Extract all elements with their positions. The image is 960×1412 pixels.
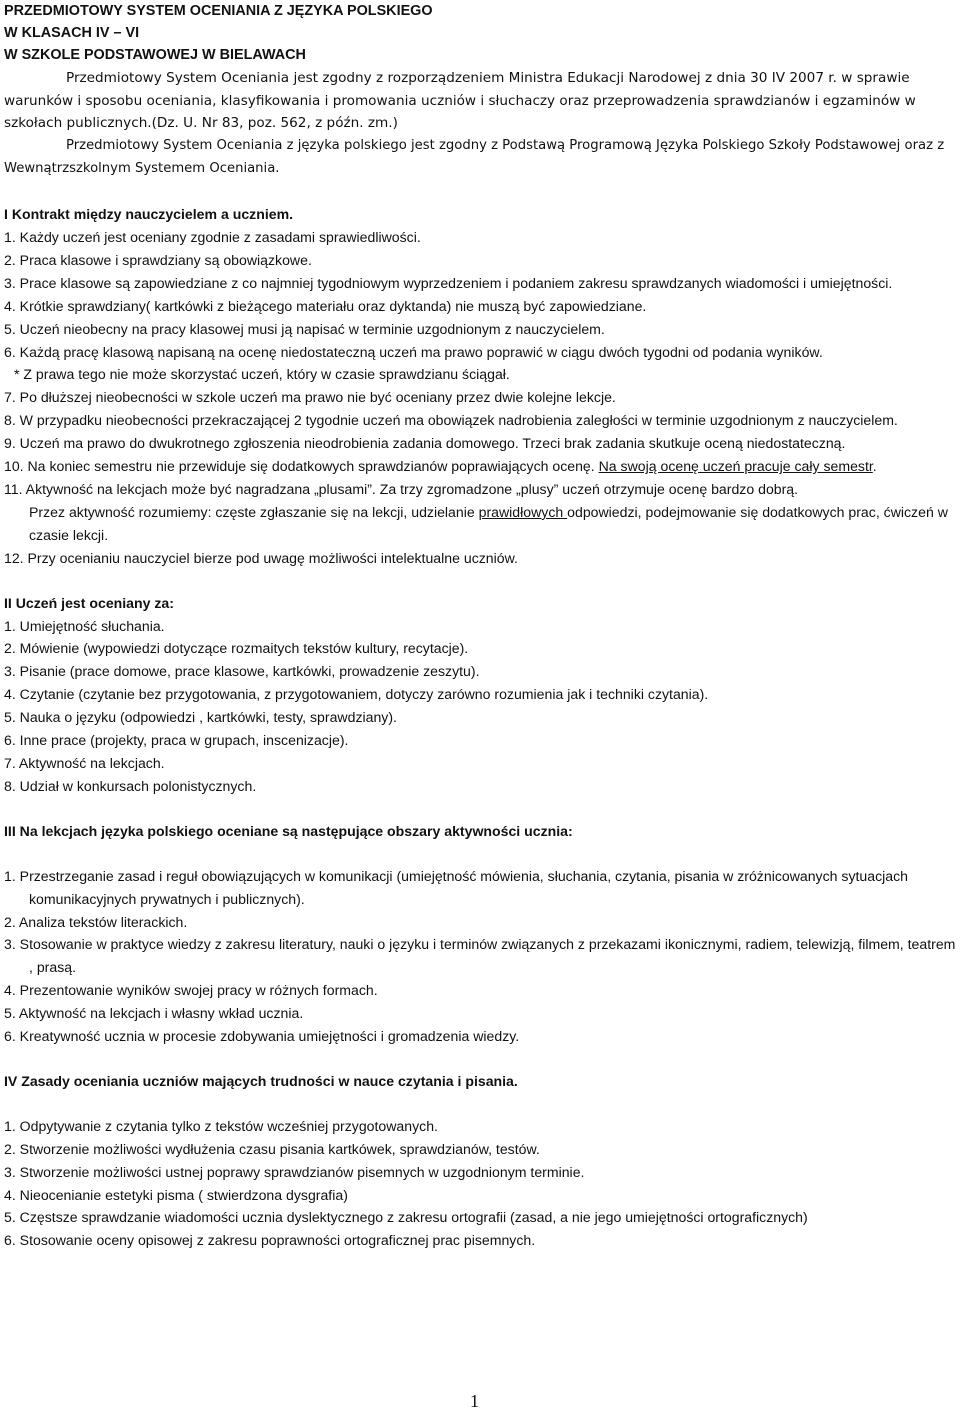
section-learning-difficulties <box>4 1070 956 1252</box>
section-contract <box>4 203 956 570</box>
list-item: 12. Przy ocenianiu nauczyciel bierze pod uwagę możliwości intelektualne uczniów. <box>4 549 518 566</box>
list-item: 6. Stosowanie oceny opisowej z zakresu poprawności ortograficznej prac pisemnych. <box>4 1232 536 1249</box>
document-title-line-1: PRZEDMIOTOWY SYSTEM OCENIANIA Z JĘZYKA POLSKIEGO <box>4 3 433 19</box>
list-item: 5. Nauka o języku (odpowiedzi , kartkówki, testy, sprawdziany). <box>4 709 397 726</box>
list-item: 4. Nieocenianie estetyki pisma ( stwierdzona dysgrafia) <box>4 1186 348 1203</box>
underlined-text: Na swoją ocenę uczeń pracuje cały semestr <box>598 458 873 475</box>
list-item: 8. W przypadku nieobecności przekraczającej 2 tygodnie uczeń ma obowiązek nadrobienia zaległości w terminie uzgodnionym z nauczycielem. <box>4 412 898 429</box>
section-activity-areas <box>4 820 956 1048</box>
document-title-line-3: W SZKOLE PODSTAWOWEJ W BIELAWACH <box>4 47 306 64</box>
list-item-10 <box>4 455 956 478</box>
list-item: 2. Stworzenie możliwości wydłużenia czasu pisania kartkówek, sprawdzianów, testów. <box>4 1140 540 1157</box>
section-title-contract: I Kontrakt między nauczycielem a uczniem. <box>4 206 294 223</box>
underlined-text: prawidłowych <box>478 503 568 520</box>
footnote-item: * Z prawa tego nie może skorzystać uczeń, który w czasie sprawdzianu ściągał. <box>14 366 510 383</box>
list-item: 6. Kreatywność ucznia w procesie zdobywania umiejętności i gromadzenia wiedzy. <box>4 1028 520 1045</box>
page-number: 1 <box>470 1391 479 1411</box>
list-item: 3. Pisanie (prace domowe, prace klasowe, kartkówki, prowadzenie zeszytu). <box>4 663 480 680</box>
intro-paragraph-regulation: Przedmiotowy System Oceniania jest zgodny z rozporządzeniem Ministra Edukacji Narodowej z dnia 30 IV 2007 r. w sprawie warunków i sposobu oceniania, klasyfikowania i promowania uczniów i słuchaczy oraz przeprowadzenia sprawdzianów i egzaminów w szkołach publicznych.(Dz. U. Nr 83, poz. 562, z późn. zm.) <box>4 69 916 132</box>
list-item: 1. Przestrzeganie zasad i reguł obowiązujących w komunikacji (umiejętność mówienia, słuchania, czytania, pisania w zróżnicowanych sytuacjach komunikacyjnych prywatnych i publicznych). <box>4 867 908 907</box>
list-item: 9. Uczeń ma prawo do dwukrotnego zgłoszenia nieodrobienia zadania domowego. Trzeci brak zadania skutkuje oceną niedostateczną. <box>4 435 846 452</box>
list-item: 5. Częstsze sprawdzanie wiadomości ucznia dyslektycznego z zakresu ortografii (zasad, a nie jego umiejętności ortograficznych) <box>4 1209 808 1226</box>
list-item: 8. Udział w konkursach polonistycznych. <box>4 777 257 794</box>
section-title-activity-areas: III Na lekcjach języka polskiego oceniane są następujące obszary aktywności ucznia: <box>4 822 573 839</box>
list-item: 2. Mówienie (wypowiedzi dotyczące rozmaitych tekstów kultury, recytacje). <box>4 640 469 657</box>
list-item: 1. Każdy uczeń jest oceniany zgodnie z zasadami sprawiedliwości. <box>4 229 421 246</box>
section-title-learning-difficulties: IV Zasady oceniania uczniów mających trudności w nauce czytania i pisania. <box>4 1072 518 1089</box>
list-item-text: odpowiedzi, podejmowanie się dodatkowych prac, ćwiczeń w czasie lekcji. <box>29 503 948 543</box>
document-page <box>4 0 956 1252</box>
list-item: 1. Umiejętność słuchania. <box>4 617 165 634</box>
list-item: 7. Po dłuższej nieobecności w szkole uczeń ma prawo nie być oceniany przez dwie kolejne lekcje. <box>4 389 616 406</box>
list-item: 4. Prezentowanie wyników swojej pracy w różnych formach. <box>4 982 378 999</box>
list-item: 6. Każdą pracę klasową napisaną na ocenę niedostateczną uczeń ma prawo poprawić w ciągu dwóch tygodni od podania wyników. <box>4 343 823 360</box>
list-item: 1. Odpytywanie z czytania tylko z tekstów wcześniej przygotowanych. <box>4 1117 438 1134</box>
list-item-text: . <box>872 458 877 475</box>
list-item: 4. Krótkie sprawdziany( kartkówki z bieżącego materiału oraz dyktanda) nie muszą być zapowiedziane. <box>4 297 647 314</box>
list-item: 3. Stworzenie możliwości ustnej poprawy sprawdzianów pisemnych w uzgodnionym terminie. <box>4 1163 585 1180</box>
list-item: 4. Czytanie (czytanie bez przygotowania, z przygotowaniem, dotyczy zarówno rozumienia jak i techniki czytania). <box>4 686 709 703</box>
list-item: 2. Analiza tekstów literackich. <box>4 913 188 930</box>
list-item: 11. Aktywność na lekcjach może być nagradzana „plusami”. Za trzy zgromadzone „plusy” uczeń otrzymuje ocenę bardzo dobrą. <box>4 481 799 498</box>
section-assessed-for <box>4 592 956 798</box>
list-item: 6. Inne prace (projekty, praca w grupach, inscenizacje). <box>4 732 349 749</box>
list-item: 5. Uczeń nieobecny na pracy klasowej musi ją napisać w terminie uzgodnionym z nauczycielem. <box>4 320 605 337</box>
list-item: 7. Aktywność na lekcjach. <box>4 754 165 771</box>
document-title-line-2: W KLASACH IV – VI <box>4 25 140 42</box>
list-item: 2. Praca klasowe i sprawdziany są obowiązkowe. <box>4 251 312 268</box>
list-item: 5. Aktywność na lekcjach i własny wkład ucznia. <box>4 1005 304 1022</box>
section-title-assessed-for: II Uczeń jest oceniany za: <box>4 594 174 611</box>
list-item: 3. Stosowanie w praktyce wiedzy z zakresu literatury, nauki o języku i terminów związanych z przekazami ikonicznymi, radiem, telewizją, filmem, teatrem , prasą. <box>4 936 956 976</box>
intro-paragraph-curriculum: Przedmiotowy System Oceniania z języka polskiego jest zgodny z Podstawą Programową Języka Polskiego Szkoły Podstawowej oraz z Wewnątrzszkolnym Systemem Oceniania. <box>4 138 945 177</box>
list-item-text: 10. Na koniec semestru nie przewiduje się dodatkowych sprawdzianów poprawiających ocenę. <box>4 458 599 475</box>
list-item: 3. Prace klasowe są zapowiedziane z co najmniej tygodniowym wyprzedzeniem i podaniem zakresu sprawdzanych wiadomości i umiejętności. <box>4 274 893 291</box>
list-item-text: Przez aktywność rozumiemy: częste zgłaszanie się na lekcji, udzielanie <box>29 503 479 520</box>
list-item-continuation <box>4 501 956 547</box>
